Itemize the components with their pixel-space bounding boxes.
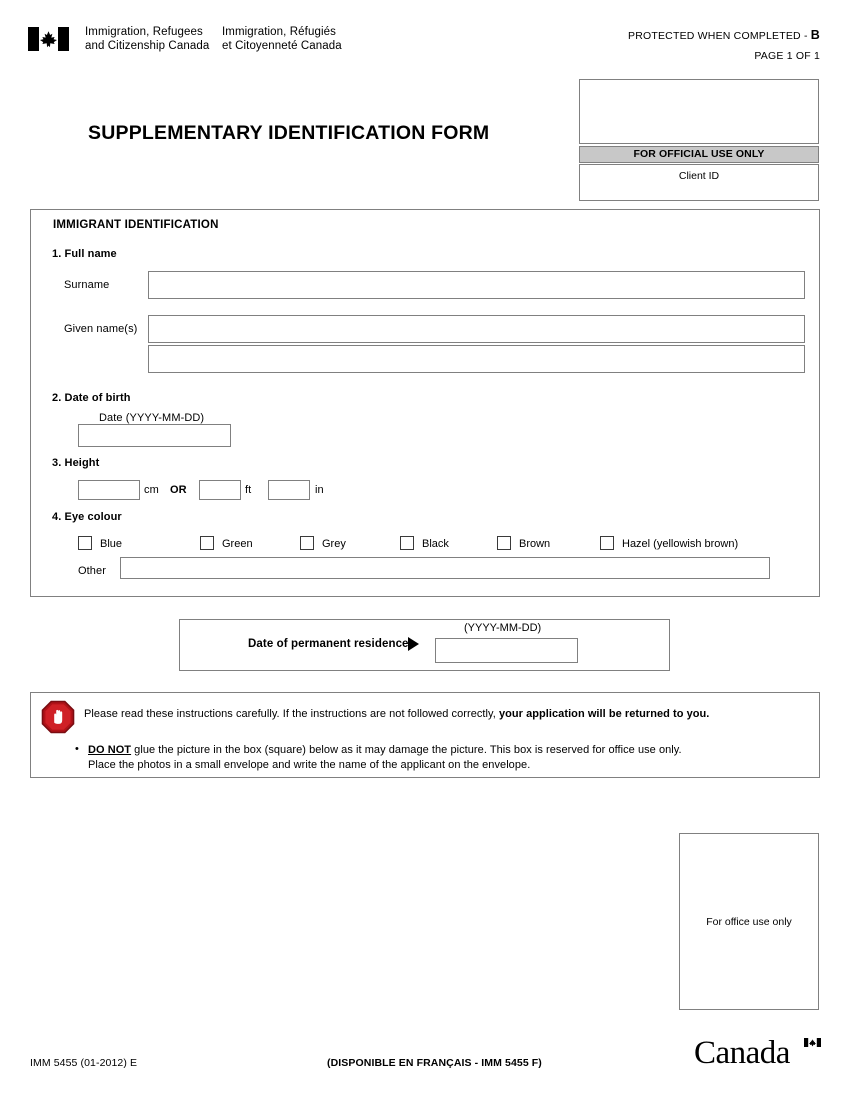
- official-use-header: FOR OFFICIAL USE ONLY: [579, 146, 819, 163]
- canada-wordmark-flag-icon: [804, 1038, 821, 1047]
- eye-colour-option-grey[interactable]: [300, 534, 346, 552]
- height-ft-input[interactable]: [199, 480, 241, 500]
- date-of-birth-input[interactable]: [78, 424, 231, 447]
- canada-wordmark-text: Canada: [694, 1035, 790, 1071]
- department-name-fr-line2: et Citoyenneté Canada: [222, 39, 342, 52]
- permanent-residence-panel: [179, 619, 670, 671]
- permanent-residence-label: Date of permanent residence: [248, 638, 409, 650]
- checkbox-blue[interactable]: [78, 536, 92, 550]
- eye-colour-option-hazel[interactable]: [600, 534, 738, 552]
- checkbox-green[interactable]: [200, 536, 214, 550]
- checkbox-hazel[interactable]: [600, 536, 614, 550]
- instructions-bullet-text: [88, 743, 682, 773]
- height-in-input[interactable]: [268, 480, 310, 500]
- eye-colour-other-label: Other: [78, 565, 107, 577]
- department-name-fr: [222, 26, 342, 53]
- date-of-birth-format-label: Date (YYYY-MM-DD): [99, 412, 205, 424]
- eye-colour-option-black[interactable]: [400, 534, 449, 552]
- eye-colour-other-input[interactable]: [120, 557, 770, 579]
- eye-colour-label-grey: Grey: [322, 538, 346, 550]
- eye-colour-option-green[interactable]: [200, 534, 253, 552]
- section-heading: IMMIGRANT IDENTIFICATION: [53, 219, 219, 231]
- checkbox-brown[interactable]: [497, 536, 511, 550]
- page-header: [0, 0, 850, 70]
- instructions-bullet-line2: Place the photos in a small envelope and write the name of the applicant on the envelope.: [88, 759, 531, 771]
- eye-colour-options: [78, 534, 778, 552]
- client-id-field[interactable]: [579, 164, 819, 201]
- height-cm-unit: cm: [144, 484, 159, 496]
- instructions-primary-bold: your application will be returned to you.: [498, 708, 710, 720]
- height-in-unit: in: [315, 484, 324, 496]
- checkbox-black[interactable]: [400, 536, 414, 550]
- department-name-en-line1: Immigration, Refugees: [85, 26, 203, 38]
- question-1-label: 1. Full name: [52, 248, 117, 260]
- height-or-text: OR: [170, 484, 187, 496]
- permanent-residence-format-label: (YYYY-MM-DD): [464, 622, 542, 634]
- question-4-label: 4. Eye colour: [52, 511, 122, 523]
- eye-colour-label-black: Black: [422, 538, 449, 550]
- canada-wordmark: [694, 1036, 822, 1070]
- eye-colour-option-blue[interactable]: [78, 534, 122, 552]
- protected-level: B: [810, 28, 820, 42]
- height-ft-unit: ft: [245, 484, 252, 496]
- instructions-primary-text: [84, 708, 709, 720]
- protected-marking: [628, 28, 820, 42]
- permanent-residence-date-input[interactable]: [435, 638, 578, 663]
- eye-colour-label-brown: Brown: [519, 538, 551, 550]
- height-cm-input[interactable]: [78, 480, 140, 500]
- office-use-photo-box[interactable]: [679, 833, 819, 1010]
- page-title: SUPPLEMENTARY IDENTIFICATION FORM: [88, 122, 490, 144]
- protected-marking-text: PROTECTED WHEN COMPLETED -: [628, 30, 811, 42]
- eye-colour-label-hazel: Hazel (yellowish brown): [622, 538, 739, 550]
- instructions-primary-plain: Please read these instructions carefully. If the instructions are not followed correctly,: [84, 708, 499, 720]
- surname-input[interactable]: [148, 271, 805, 299]
- given-names-label: Given name(s): [64, 323, 138, 335]
- given-names-input-2[interactable]: [148, 345, 805, 373]
- instructions-panel: [30, 692, 820, 778]
- office-use-photo-label: For office use only: [706, 916, 792, 928]
- canada-flag-icon: [28, 27, 69, 51]
- bullet-marker: •: [75, 743, 79, 755]
- department-name-en-line2: and Citizenship Canada: [85, 39, 210, 52]
- checkbox-grey[interactable]: [300, 536, 314, 550]
- do-not-emphasis: DO NOT: [88, 744, 132, 756]
- question-2-label: 2. Date of birth: [52, 392, 131, 404]
- instructions-bullet-rest: glue the picture in the box (square) below as it may damage the picture. This box is reserved for office use only.: [131, 744, 682, 756]
- department-name-en: [85, 26, 209, 53]
- instructions-bullet-line1: [88, 743, 682, 758]
- triangle-right-icon: [408, 637, 419, 651]
- department-name-fr-line1: Immigration, Réfugiés: [222, 26, 336, 38]
- given-names-input-1[interactable]: [148, 315, 805, 343]
- eye-colour-label-green: Green: [222, 538, 253, 550]
- french-version-note: (DISPONIBLE EN FRANÇAIS - IMM 5455 F): [327, 1057, 542, 1069]
- question-3-label: 3. Height: [52, 457, 100, 469]
- eye-colour-option-brown[interactable]: [497, 534, 550, 552]
- official-use-blank-box[interactable]: [579, 79, 819, 144]
- surname-label: Surname: [64, 279, 110, 291]
- page-number: PAGE 1 OF 1: [754, 50, 820, 62]
- eye-colour-label-blue: Blue: [100, 538, 123, 550]
- form-number: IMM 5455 (01-2012) E: [30, 1057, 138, 1069]
- stop-hand-icon: [41, 700, 75, 734]
- client-id-label: Client ID: [678, 170, 720, 182]
